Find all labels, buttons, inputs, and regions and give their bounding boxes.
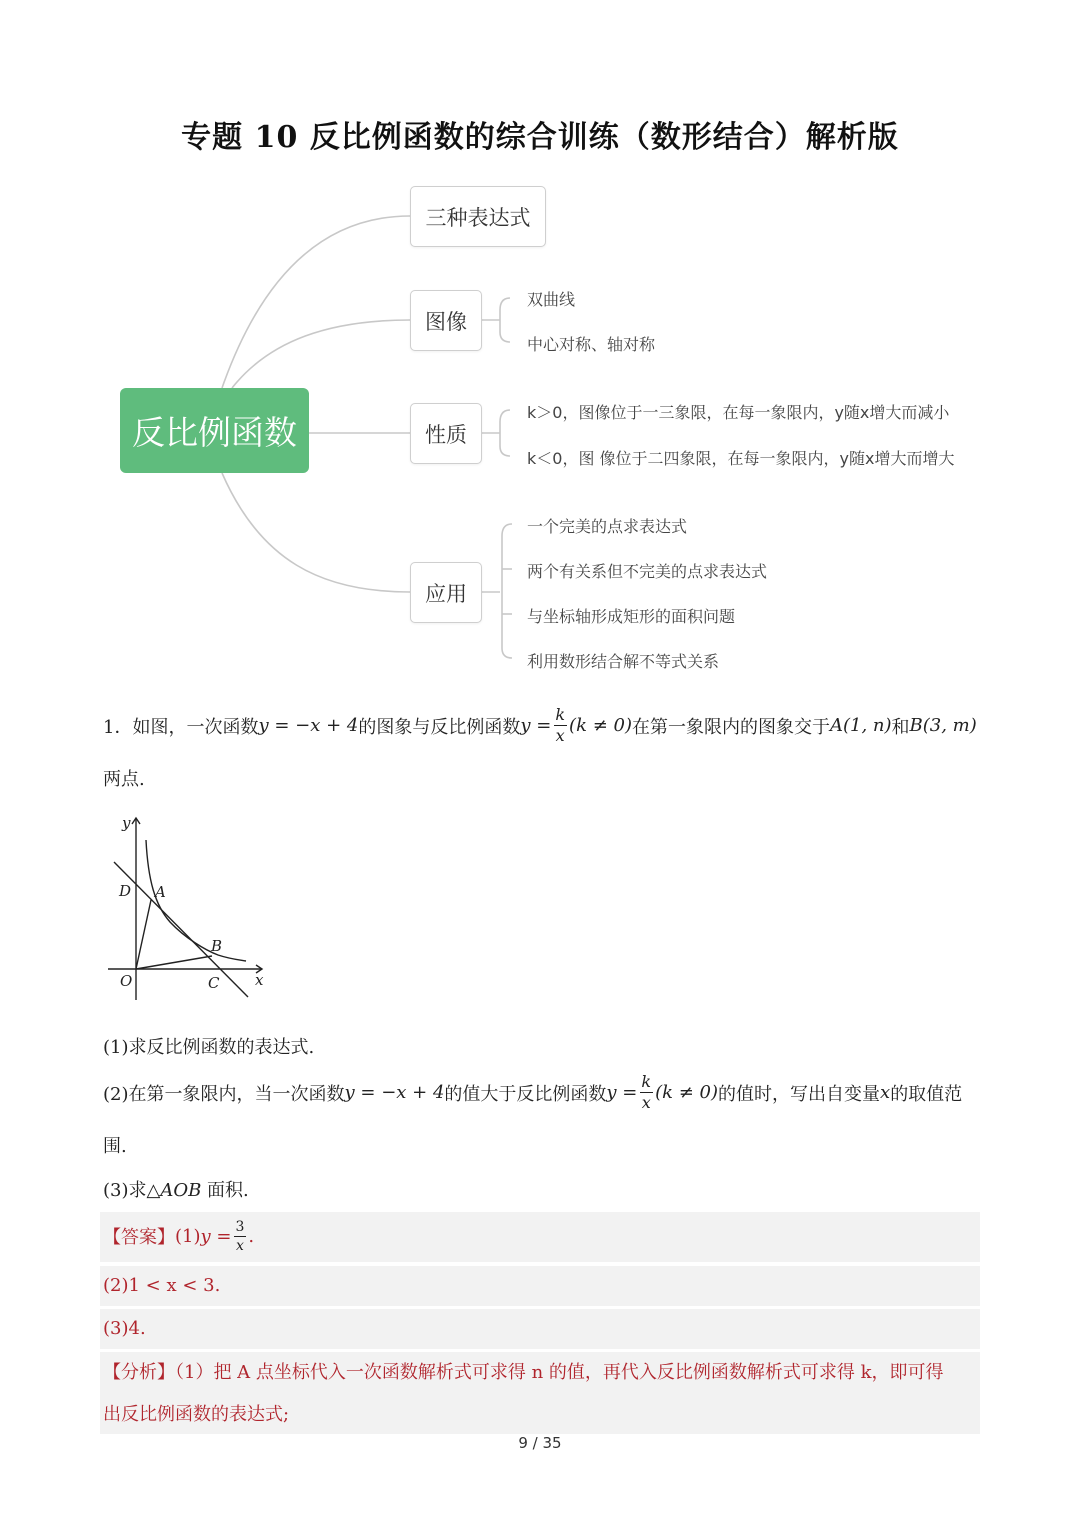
linear-function: y = −x + 4 bbox=[258, 715, 359, 736]
stem-text: 在第一象限内的图象交于 bbox=[631, 716, 830, 738]
mindmap-leaf: 中心对称、轴对称 bbox=[527, 335, 656, 354]
linear-function-line bbox=[114, 862, 248, 997]
mindmap-node-expressions: 三种表达式 bbox=[410, 186, 546, 247]
answer-3: (3)4. bbox=[103, 1318, 146, 1339]
answer-row-bg bbox=[100, 1309, 980, 1349]
stem-text: 如图，一次函数 bbox=[132, 716, 259, 738]
point-a: A(1, n) bbox=[829, 715, 892, 736]
mindmap-leaf: 双曲线 bbox=[527, 290, 576, 309]
subquestion-2-text: 的值大于反比例函数 bbox=[444, 1083, 607, 1105]
mindmap-leaf: k＞0，图像位于一三象限，在每一象限内，y随x增大而减小 bbox=[527, 403, 950, 422]
denominator: x bbox=[235, 1237, 244, 1254]
numerator: k bbox=[555, 705, 566, 724]
stem-text: 的图象与反比例函数 bbox=[358, 716, 521, 738]
numerator: k bbox=[641, 1072, 652, 1091]
stem-continuation: 两点. bbox=[103, 769, 145, 790]
point-b: B(3, m) bbox=[909, 715, 977, 736]
segment-ob bbox=[136, 956, 212, 969]
mindmap-node-applications: 应用 bbox=[410, 562, 482, 623]
answer-tag: 【答案】 bbox=[103, 1227, 175, 1248]
subquestion-2-continuation: 围. bbox=[103, 1136, 127, 1157]
subquestion-2-text: 的值时，写出自变量 bbox=[718, 1083, 881, 1105]
answer-1-end: . bbox=[248, 1225, 255, 1247]
subquestion-2-text: (2)在第一象限内，当一次函数 bbox=[103, 1083, 345, 1105]
segment-oa bbox=[136, 900, 151, 969]
function-graph-figure bbox=[100, 810, 275, 1005]
k-condition: (k ≠ 0) bbox=[569, 715, 632, 736]
point-c-label: C bbox=[208, 974, 220, 992]
question-stem bbox=[103, 707, 977, 744]
subquestion-1: (1)求反比例函数的表达式. bbox=[103, 1037, 315, 1058]
page-title: 专题 10 反比例函数的综合训练（数形结合）解析版 bbox=[181, 120, 899, 155]
page-number: 9 / 35 bbox=[518, 1434, 562, 1452]
answer-row-bg bbox=[100, 1266, 980, 1306]
fraction-k-over-x bbox=[553, 707, 567, 744]
analysis-tag: 【分析】 bbox=[103, 1362, 175, 1383]
denominator: x bbox=[555, 726, 565, 745]
subquestion-2-text: 的取值范 bbox=[890, 1083, 963, 1105]
mindmap-leaf: 利用数形结合解不等式关系 bbox=[527, 652, 720, 671]
subquestion-3-text: 面积. bbox=[201, 1180, 249, 1201]
stem-text: 和 bbox=[891, 716, 910, 738]
mindmap-root: 反比例函数 bbox=[120, 388, 309, 473]
point-d-label: D bbox=[119, 882, 132, 900]
numerator: 3 bbox=[235, 1218, 245, 1235]
mindmap-node-properties: 性质 bbox=[410, 403, 482, 464]
x-axis-label: x bbox=[255, 971, 264, 989]
variable-x: x bbox=[880, 1082, 891, 1103]
subquestion-3-text: (3)求△ bbox=[103, 1180, 161, 1201]
mindmap-leaf: 一个完美的点求表达式 bbox=[527, 517, 688, 536]
answer-1 bbox=[103, 1214, 254, 1258]
question-number: 1． bbox=[103, 716, 133, 738]
mindmap-leaf: 两个有关系但不完美的点求表达式 bbox=[527, 562, 768, 581]
answer-2: (2)1 < x < 3. bbox=[103, 1275, 221, 1296]
origin-label: O bbox=[120, 972, 133, 990]
denominator: x bbox=[641, 1093, 651, 1112]
linear-function: y = −x + 4 bbox=[344, 1082, 445, 1103]
k-condition: (k ≠ 0) bbox=[655, 1082, 719, 1103]
analysis-line-2: 出反比例函数的表达式; bbox=[103, 1404, 290, 1425]
subquestion-3 bbox=[103, 1176, 249, 1202]
y-axis-label: y bbox=[122, 814, 131, 832]
analysis-line-1 bbox=[103, 1358, 944, 1384]
y-equals: y = bbox=[520, 715, 552, 736]
subquestion-2 bbox=[103, 1074, 962, 1111]
mindmap-leaf: k＜0，图 像位于二四象限，在每一象限内，y随x增大而增大 bbox=[527, 449, 955, 468]
y-equals: y = bbox=[606, 1082, 638, 1103]
mindmap-node-graph: 图像 bbox=[410, 290, 482, 351]
answer-1-prefix: (1) bbox=[175, 1225, 201, 1247]
fraction-k-over-x bbox=[639, 1074, 653, 1111]
point-a-label: A bbox=[155, 883, 166, 901]
point-b-label: B bbox=[211, 937, 223, 955]
mindmap-leaf: 与坐标轴形成矩形的面积问题 bbox=[527, 607, 736, 626]
triangle-name: AOB bbox=[160, 1180, 202, 1201]
analysis-text: （1）把 A 点坐标代入一次函数解析式可求得 n 的值，再代入反比例函数解析式可求得 k，即可得 bbox=[175, 1362, 944, 1383]
answer-y-equals: y = bbox=[200, 1225, 232, 1247]
fraction-3-over-x bbox=[233, 1220, 246, 1253]
